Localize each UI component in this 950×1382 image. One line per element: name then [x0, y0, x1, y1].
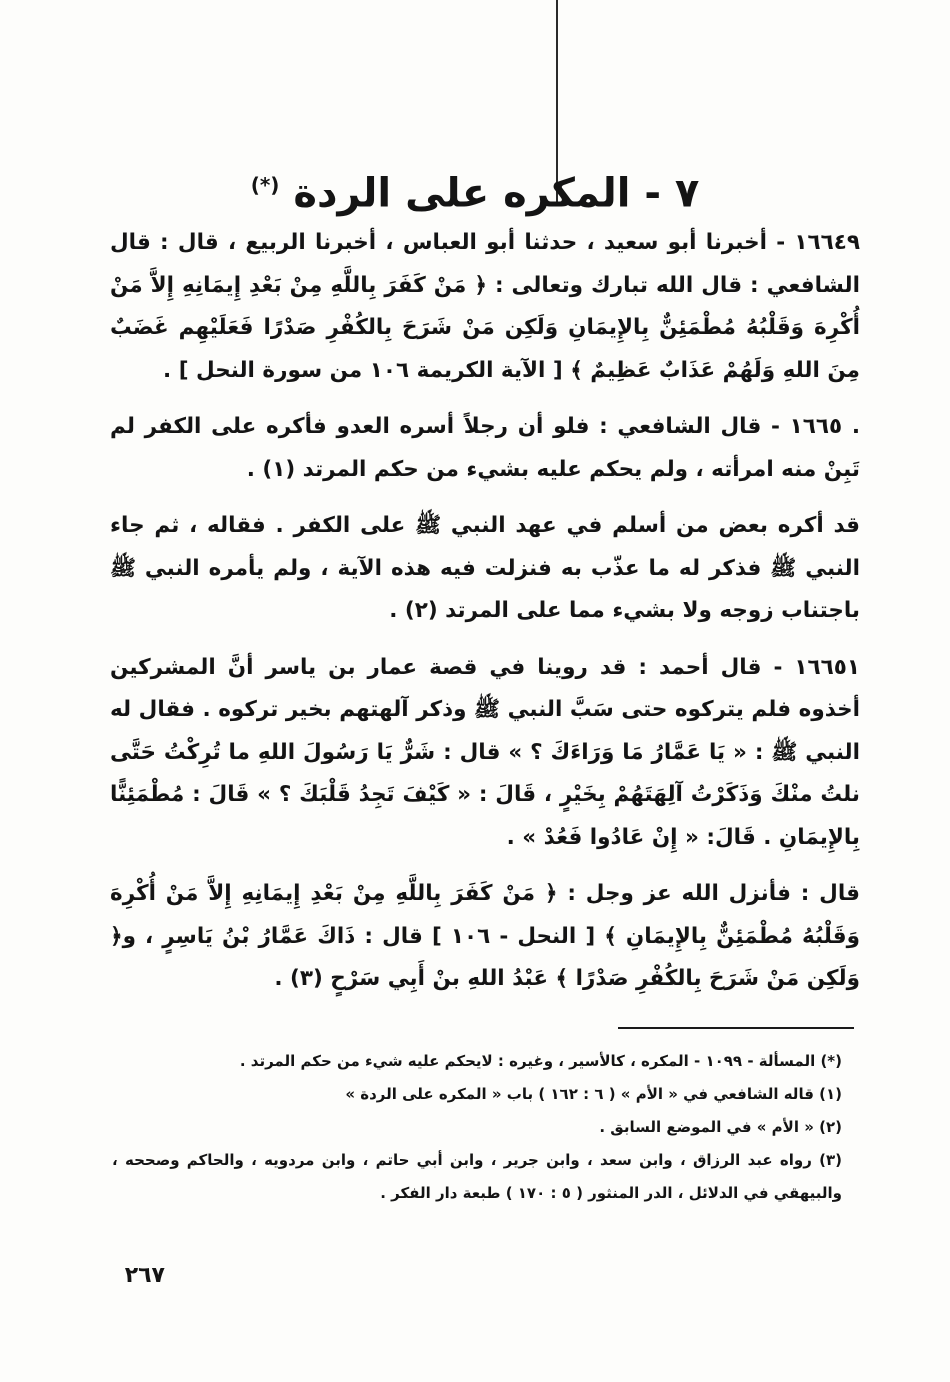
main-text: [110, 222, 860, 1001]
footnotes: [112, 1045, 842, 1210]
footnote-star: (*) المسألة - ١٠٩٩ - المكره ، كالأسير ، وغيره : لايحكم عليه شيء من حكم المرتد .: [239, 1052, 842, 1070]
paragraph-16649: ١٦٦٤٩ - أخبرنا أبو سعيد ، حدثنا أبو العباس ، أخبرنا الربيع ، قال : قال الشافعي : قال الله تبارك وتعالى : ﴿ مَنْ كَفَرَ بِاللَّهِ مِنْ بَعْدِ إِيمَانِهِ إِلاَّ مَنْ أُكْرِهَ وَقَلْبُهُ مُطْمَئِنٌّ بِالإِيمَانِ وَلَكِن مَنْ شَرَحَ بِالكُفْرِ صَدْرًا فَعَلَيْهِم غَضَبٌ مِنَ اللهِ وَلَهُمْ عَذَابٌ عَظِيمٌ ﴾ [ الآية الكريمة ١٠٦ من سورة النحل ] .: [110, 230, 860, 383]
chapter-title-footnote-mark: (*): [250, 173, 280, 197]
chapter-title: [0, 150, 950, 228]
footnote-1: (١) قاله الشافعي في « الأم » ( ٦ : ١٦٢ ) باب « المكره على الردة »: [345, 1085, 842, 1103]
page-number: ٢٦٧: [124, 1263, 165, 1288]
footnote-2: (٢) « الأم » في الموضع السابق .: [599, 1118, 842, 1136]
paragraph-revelation: قال : فأنزل الله عز وجل : ﴿ مَنْ كَفَرَ بِاللَّهِ مِنْ بَعْدِ إِيمَانِهِ إِلاَّ مَنْ أُكْرِهَ وَقَلْبُهُ مُطْمَئِنٌّ بِالإِيمَانِ ﴾ [ النحل - ١٠٦ ] قال : ذَاكَ عَمَّارُ بْنُ يَاسِرٍ ، و﴿ وَلَكِن مَنْ شَرَحَ بِالكُفْرِ صَدْرًا ﴾ عَبْدُ اللهِ بنْ أَبِي سَرْحٍ (٣) .: [110, 881, 860, 991]
chapter-title-text: ٧ - المكره على الردة: [293, 170, 700, 217]
paragraph-16651: ١٦٦٥١ - قال أحمد : قد روينا في قصة عمار بن ياسر أنَّ المشركين أخذوه فلم يتركوه حتى سَبَّ النبي ﷺ وذكر آلهتهم بخير تركوه . فقال له النبي ﷺ : « يَا عَمَّارُ مَا وَرَاءَكَ ؟ » قال : شَرٌّ يَا رَسُولَ اللهِ ما تُرِكْتُ حَتَّى نلتُ منْكَ وَذَكَرْتُ آلِهَتَهُمْ بِخَيْرٍ ، قَالَ : « كَيْفَ تَجِدُ قَلْبَكَ ؟ » قَالَ : مُطْمَئِنًّا بِالإِيمَانِ . قَالَ: « إِنْ عَادُوا فَعُدْ » .: [110, 654, 860, 850]
paragraph-16650: . ١٦٦٥ - قال الشافعي : فلو أن رجلاً أسره العدو فأكره على الكفر لم تَبِنْ منه امرأته ، ولم يحكم عليه بشيء من حكم المرتد (١) .: [110, 414, 860, 482]
footnote-divider: [618, 1027, 854, 1029]
footnote-3: (٣) رواه عبد الرزاق ، وابن سعد ، وابن جرير ، وابن أبي حاتم ، وابن مردويه ، والحاكم وصححه ، والبيهقي في الدلائل ، الدر المنثور ( ٥ : ١٧٠ ) طبعة دار الفكر .: [112, 1151, 842, 1202]
paragraph-commentary: قد أكره بعض من أسلم في عهد النبي ﷺ على الكفر . فقاله ، ثم جاء النبي ﷺ فذكر له ما عذّب به فنزلت فيه هذه الآية ، ولم يأمره النبي ﷺ باجتناب زوجه ولا بشيء مما على المرتد (٢) .: [110, 513, 860, 623]
